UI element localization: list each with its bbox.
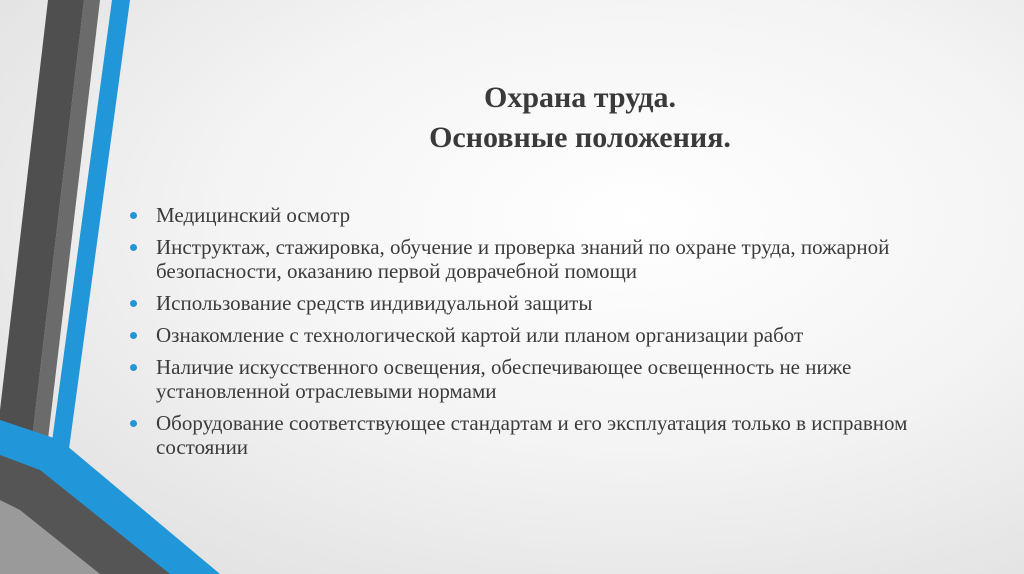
bullet-text: Инструктаж, стажировка, обучение и проверка знаний по охране труда, пожарной безопасности, оказанию первой доврачебной помощи	[156, 235, 890, 283]
bullet-dot-icon	[130, 244, 137, 251]
bullet-item	[126, 411, 976, 459]
bullet-dot-icon	[130, 364, 137, 371]
bullet-dot-icon	[130, 420, 137, 427]
bullet-text: Наличие искусственного освещения, обеспечивающее освещенность не ниже установленной отраслевыми нормами	[156, 355, 852, 403]
slide-title-line-1: Охрана труда.	[484, 81, 676, 114]
bullet-item	[126, 323, 976, 347]
bullet-item	[126, 291, 976, 315]
bullet-list	[126, 203, 976, 467]
bullet-text: Ознакомление с технологической картой или планом организации работ	[156, 323, 804, 347]
bullet-text: Оборудование соответствующее стандартам и его эксплуатация только в исправном состоянии	[156, 411, 908, 459]
bullet-dot-icon	[130, 212, 137, 219]
slide-title-line-2: Основные положения.	[429, 121, 731, 154]
bullet-text: Использование средств индивидуальной защиты	[156, 291, 593, 315]
slide-title	[280, 78, 880, 158]
bullet-dot-icon	[130, 332, 137, 339]
bullet-item	[126, 235, 976, 283]
bullet-item	[126, 355, 976, 403]
bullet-dot-icon	[130, 300, 137, 307]
bullet-text: Медицинский осмотр	[156, 203, 351, 227]
bullet-item	[126, 203, 976, 227]
